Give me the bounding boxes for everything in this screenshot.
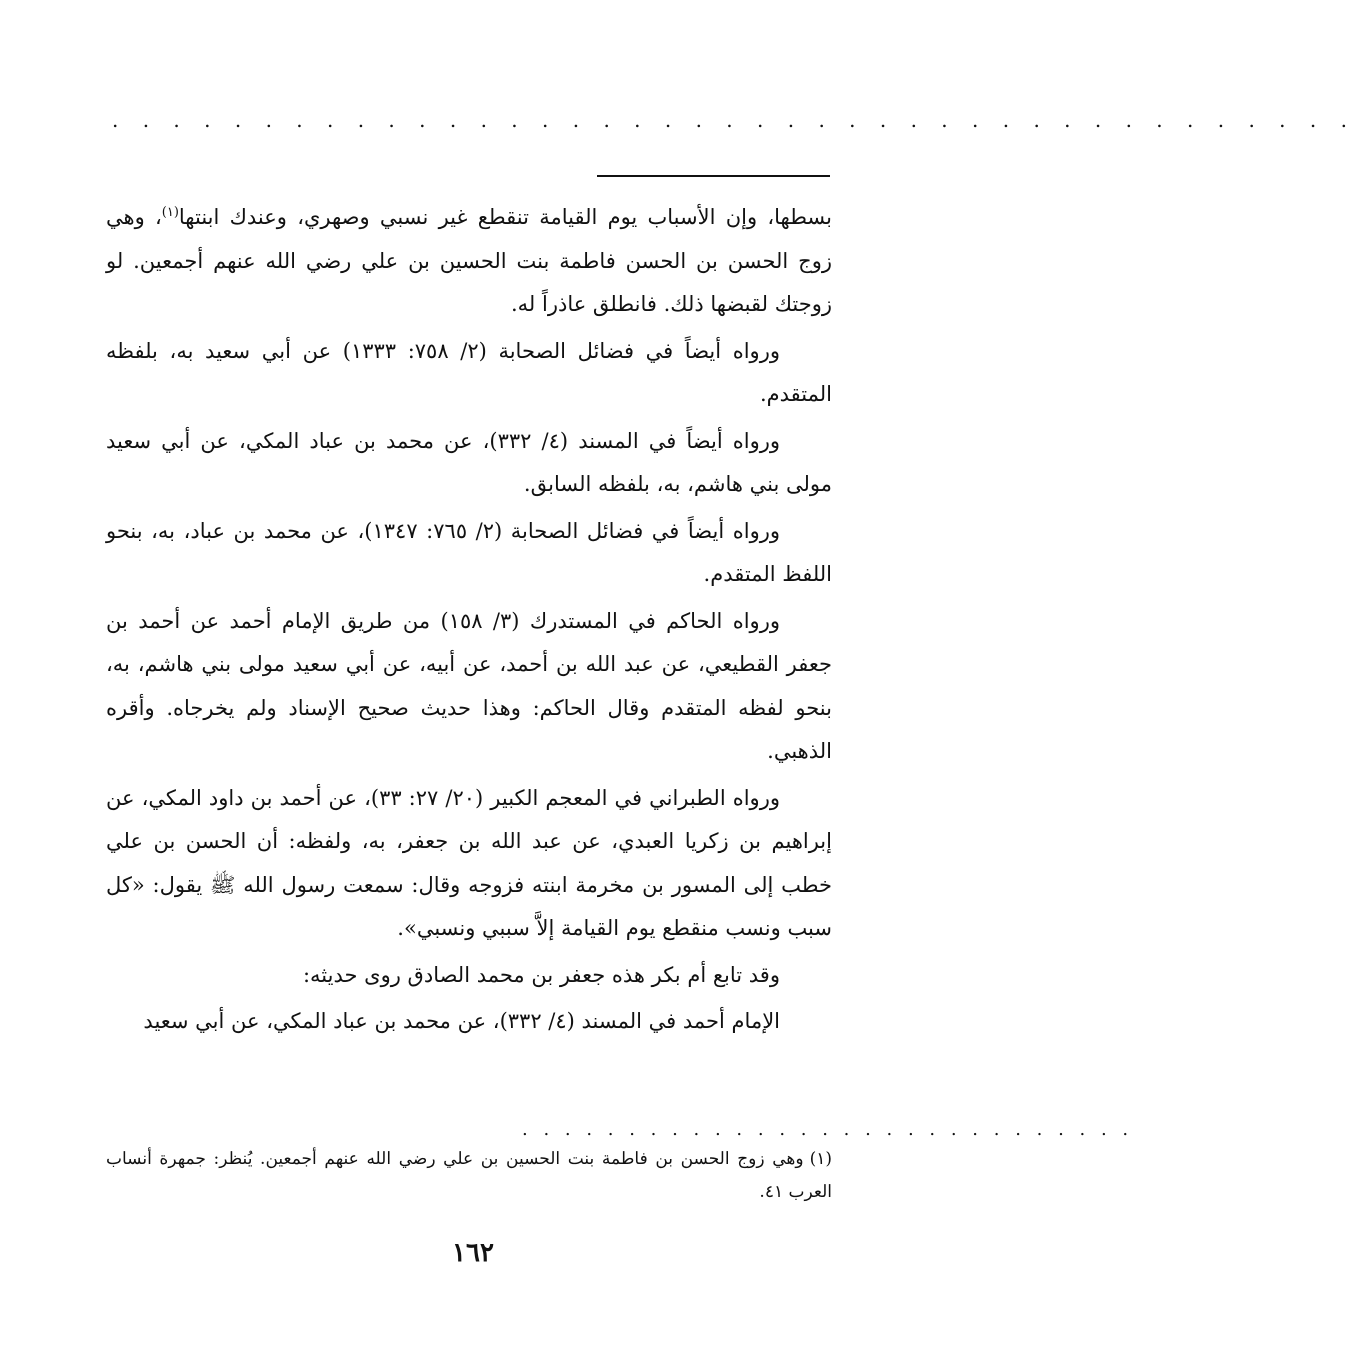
footnote	[106, 1143, 832, 1209]
paragraph-7: وقد تابع أم بكر هذه جعفر بن محمد الصادق روى حديثه:	[302, 962, 780, 987]
paragraph-6: ورواه الطبراني في المعجم الكبير (٢٠/ ٢٧: ٣٣)، عن أحمد بن داود المكي، عن إبراهيم بن زكريا العبدي، عن عبد الله بن جعفر، به، ولفظه: أن الحسن بن علي خطب إلى المسور بن مخرمة ابنته فزوجه وقال: سمعت رسول الله ﷺ يقول: «كل سبب ونسب منقطع يوم القيامة إلاَّ سببي ونسبي».	[106, 785, 832, 940]
header-rule	[597, 175, 830, 177]
paragraph-3: ورواه أيضاً في المسند (٤/ ٣٣٢)، عن محمد بن عباد المكي، عن أبي سعيد مولى بني هاشم، به، بلفظه السابق.	[106, 428, 832, 496]
footnote-separator: . . . . . . . . . . . . . . . . . . . . . . . . . . . . .	[522, 1119, 1134, 1140]
top-dotted-separator: . . . . . . . . . . . . . . . . . . . . . . . . . . . . . . . . . . . . . . . . .	[112, 108, 1356, 132]
paragraph-1-text-before-note: بسطها، وإن الأسباب يوم القيامة تنقطع غير نسبي وصهري، وعندك ابنتها	[178, 205, 833, 229]
paragraph-1-text-after-note: ، وهي زوج الحسن بن الحسن فاطمة بنت الحسين بن علي رضي الله عنهم أجمعين. لو زوجتك لقبضها ذلك. فانطلق عاذراً له.	[106, 205, 832, 316]
paragraph-8: الإمام أحمد في المسند (٤/ ٣٣٢)، عن محمد بن عباد المكي، عن أبي سعيد	[143, 1009, 780, 1033]
page-number: ١٦٢	[452, 1238, 494, 1268]
paragraph-4: ورواه أيضاً في فضائل الصحابة (٢/ ٧٦٥: ١٣٤٧)، عن محمد بن عباد، به، بنحو اللفظ المتقدم.	[106, 518, 832, 586]
footnote-line	[106, 1143, 832, 1209]
main-text	[106, 196, 832, 1047]
footnote-number: (١)	[809, 1149, 832, 1169]
footnote-reference: (١)	[161, 205, 179, 220]
paragraph-1	[106, 196, 832, 327]
paragraph-5: ورواه الحاكم في المستدرك (٣/ ١٥٨) من طريق الإمام أحمد عن أحمد بن جعفر القطيعي، عن عبد الله بن أحمد، عن أبيه، عن أبي سعيد مولى بني هاشم، به، بنحو لفظه المتقدم وقال الحاكم: وهذا حديث صحيح الإسناد ولم يخرجاه. وأقره الذهبي.	[106, 608, 832, 763]
paragraph-2: ورواه أيضاً في فضائل الصحابة (٢/ ٧٥٨: ١٣٣٣) عن أبي سعيد به، بلفظه المتقدم.	[106, 338, 832, 406]
footnote-text: وهي زوج الحسن بن فاطمة بنت الحسين بن علي رضي الله عنهم أجمعين. يُنظر: جمهرة أنساب العرب ٤١.	[106, 1149, 832, 1202]
